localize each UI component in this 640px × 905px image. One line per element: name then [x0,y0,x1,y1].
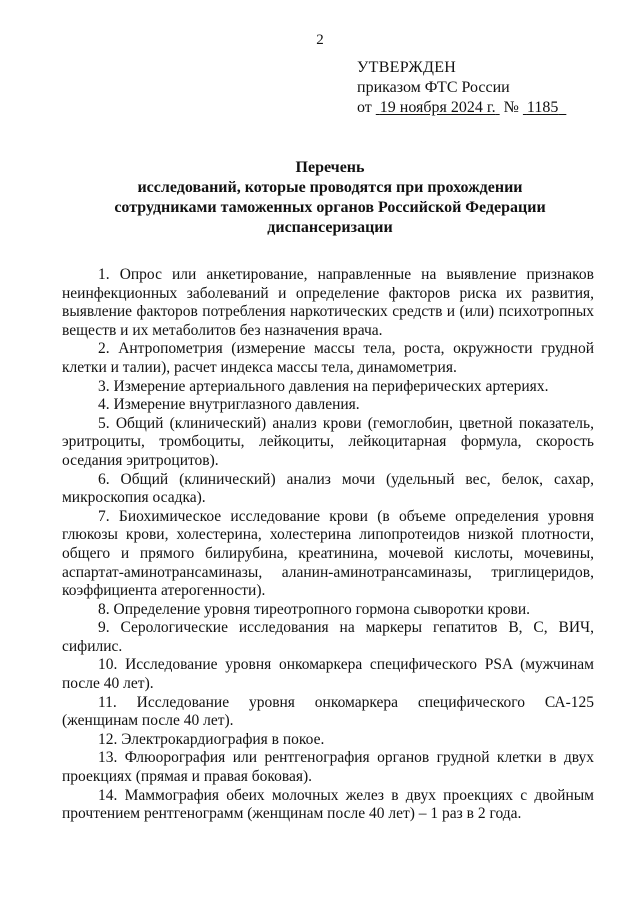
list-item-13: 13. Флюорография или рентгенография органов грудной клетки в двух проекциях (прямая и правая боковая). [62,749,594,786]
title-line-3: сотрудниками таможенных органов Российской Федерации [114,199,546,216]
list-item-8: 8. Определение уровня тиреотропного гормона сыворотки крови. [98,600,531,618]
approval-block [357,58,566,118]
approval-date: 19 ноября 2024 г. [379,99,496,116]
list-item-12: 12. Электрокардиография в покое. [98,730,325,748]
list-item-1: 1. Опрос или анкетирование, направленные на выявление признаков неинфекционных заболеваний и определение факторов риска их развития, выявление факторов потребления наркотических средств и (или) психотропных веществ и их метаболитов без назначения врача. [62,266,594,339]
list-item-9: 9. Серологические исследования на маркеры гепатитов В, С, ВИЧ, сифилис. [62,619,594,655]
approval-date-line [357,98,566,118]
list-item-6: 6. Общий (клинический) анализ мочи (удельный вес, белок, сахар, микроскопия осадка). [62,470,594,507]
title-line-2: исследований, которые проводятся при прохождении [137,179,523,196]
list-item-14: 14. Маммография обеих молочных желез в двух проекциях с двойным прочтением рентгенограмм (женщинам после 40 лет) – 1 раз в 2 года. [62,786,594,823]
title-line-1: Перечень [295,159,365,176]
list-item-4: 4. Измерение внутриглазного давления. [98,396,360,414]
approval-from-label: от [357,99,372,116]
approval-number: 1185 [526,99,559,116]
list-item-10: 10. Исследование уровня онкомаркера специфического PSA (мужчинам после 40 лет). [62,656,594,693]
document-title [70,158,590,238]
page-number: 2 [316,32,324,48]
examination-list [62,266,594,824]
title-line-4: диспансеризации [267,219,393,236]
list-item-2: 2. Антропометрия (измерение массы тела, роста, окружности грудной клетки и талии), расчет индекса массы тела, динамометрия. [62,340,594,376]
approval-by: приказом ФТС России [357,79,510,96]
approval-stamp: УТВЕРЖДЕН [357,59,457,76]
list-item-11: 11. Исследование уровня онкомаркера специфического СА-125 (женщинам после 40 лет). [62,693,594,730]
approval-number-label: № [503,99,519,116]
list-item-7: 7. Биохимическое исследование крови (в объеме определения уровня глюкозы крови, холестерина, холестерина липопротеидов низкой плотности, общего и прямого билирубина, креатинина, мочевой кислоты, мочевины, аспартат-аминотрансаминазы, аланин-аминотрансаминазы, триглицеридов, коэффициента атерогенности). [62,507,594,600]
list-item-3: 3. Измерение артериального давления на периферических артериях. [98,377,549,395]
list-item-5: 5. Общий (клинический) анализ крови (гемоглобин, цветной показатель, эритроциты, тромбоциты, лейкоциты, лейкоцитарная формула, скорость оседания эритроцитов). [62,414,594,469]
